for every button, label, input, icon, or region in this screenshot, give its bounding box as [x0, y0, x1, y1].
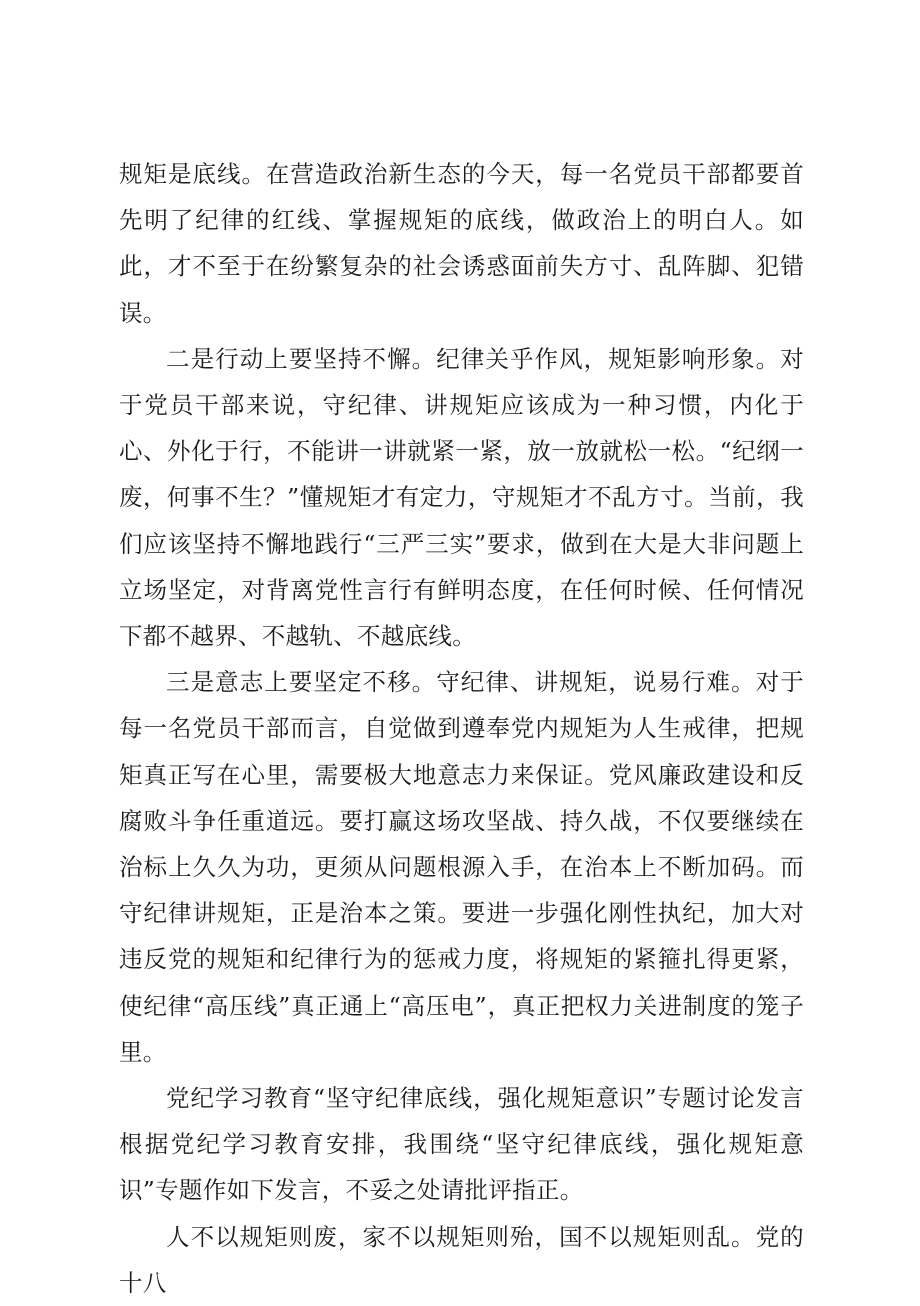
paragraph-firm-will: 三是意志上要坚定不移。守纪律、讲规矩，说易行难。对于每一名党员干部而言，自觉做到遵奉党内规矩为人生戒律，把规矩真正写在心里，需要极大地意志力来保证。党风廉政建设和反腐败斗争任重道远。要打赢这场攻坚战、持久战，不仅要继续在治标上久久为功，更须从问题根源入手，在治本上不断加码。而守纪律讲规矩，正是治本之策。要进一步强化刚性执纪，加大对违反党的规矩和纪律行为的惩戒力度，将规矩的紧箍扎得更紧，使纪律“高压线”真正通上“高压电”，真正把权力关进制度的笼子里。 [119, 668, 804, 1066]
paragraph-rules-quote: 人不以规矩则废，家不以规矩则殆，国不以规矩则乱。党的十八 [119, 1222, 804, 1297]
paragraph-speech-intro: 党纪学习教育“坚守纪律底线，强化规矩意识”专题讨论发言根据党纪学习教育安排，我围绕“坚守纪律底线，强化规矩意识”专题作如下发言，不妥之处请批评指正。 [119, 1084, 804, 1205]
paragraph-action-persistence: 二是行动上要坚持不懈。纪律关乎作风，规矩影响形象。对于党员干部来说，守纪律、讲规矩应该成为一种习惯，内化于心、外化于行，不能讲一讲就紧一紧，放一放就松一松。“纪纲一废，何事不生？”懂规矩才有定力，守规矩才不乱方寸。当前，我们应该坚持不懈地践行“三严三实”要求，做到在大是大非问题上立场坚定，对背离党性言行有鲜明态度，在任何时候、任何情况下都不越界、不越轨、不越底线。 [119, 344, 804, 651]
paragraph-continued: 规矩是底线。在营造政治新生态的今天，每一名党员干部都要首先明了纪律的红线、掌握规矩的底线，做政治上的明白人。如此，才不至于在纷繁复杂的社会诱惑面前失方寸、乱阵脚、犯错误。 [119, 160, 804, 327]
document-body [119, 151, 804, 1306]
